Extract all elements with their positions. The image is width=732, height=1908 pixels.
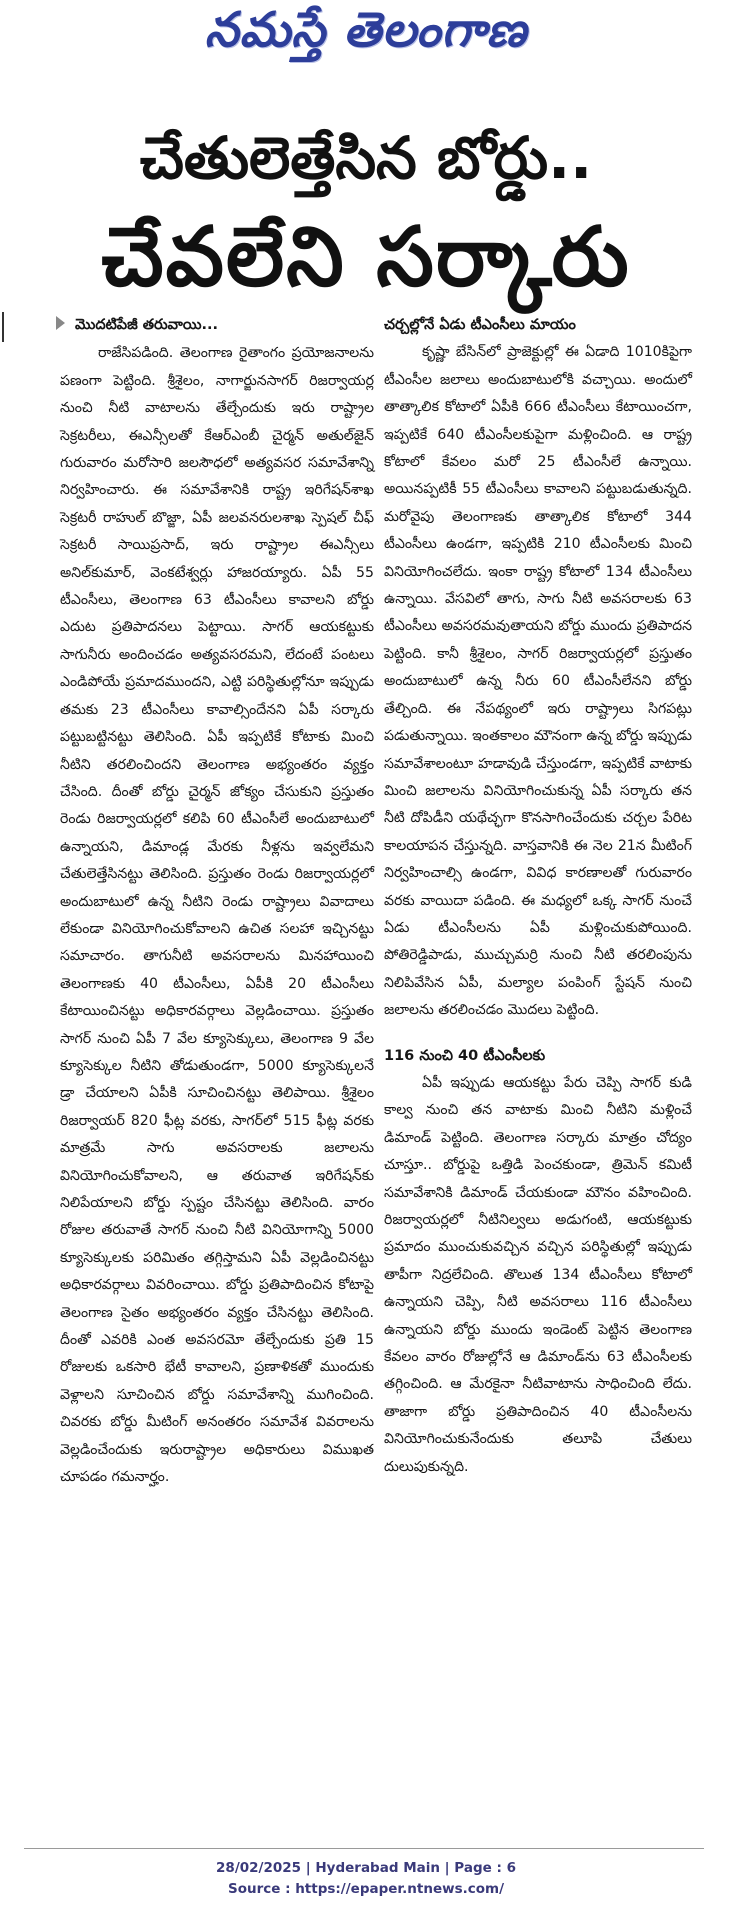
- arrow-right-icon: [56, 316, 65, 330]
- article-body-left: రాజేసిపడింది. తెలంగాణ రైతాంగం ప్రయోజనాలను పణంగా పెట్టింది. శ్రీశైలం, నాగార్జునసాగర్ రిజర్వాయర్ల నుంచి నీటి వాటాలను తేల్చేందుకు ఇరు రాష్ట్రాల సెక్రటరీలు, ఈఎన్సీలతో కేఆర్ఎంబీ చైర్మన్ అతుల్‌జైన్ గురువారం మరోసారి జలసౌధలో అత్యవసర సమావేశాన్ని నిర్వహించారు. ఈ సమావేశానికి రాష్ట్ర ఇరిగేషన్‌శాఖ సెక్రటరీ రాహుల్ బొజ్జా, ఏపీ జలవనరులశాఖ స్పెషల్ చీఫ్ సెక్రటరీ సాయిప్రసాద్, ఇరు రాష్ట్రాల ఈఎన్సీలు అనిల్‌కుమార్, వెంకటేశ్వర్లు హాజరయ్యారు. ఏపీ 55 టీఎంసీలు, తెలంగాణ 63 టీఎంసీలు కావాలని బోర్డు ఎదుట ప్రతిపాదనలు పెట్టాయి. సాగర్ ఆయకట్టుకు సాగునీరు అందించడం అత్యవసరమని, లేదంటే పంటలు ఎండిపోయే ప్రమాదముందని, ఎట్టి పరిస్థితుల్లోనూ ఇప్పుడు తమకు 23 టీఎంసీలు కావాల్సిందేనని ఏపీ సర్కారు పట్టుబట్టినట్టు తెలిసింది. ఏపీ ఇప్పటికే కోటాకు మించి నీటిని తరలించిందని తెలంగాణ అభ్యంతరం వ్యక్తం చేసింది. దీంతో బోర్డు చైర్మన్ జోక్యం చేసుకుని ప్రస్తుతం రెండు రిజర్వాయర్లలో కలిపి 60 టీఎంసీలే అందుబాటులో ఉన్నాయని, డిమాండ్ల మేరకు నీళ్లను ఇవ్వలేమని చేతులెత్తేసినట్టు తెలిసింది. ప్రస్తుతం రెండు రిజర్వాయర్లలో అందుబాటులో ఉన్న నీటిని రెండు రాష్ట్రాలు వివాదాలు లేకుండా వినియోగించుకోవాలని ఉచిత సలహా ఇచ్చినట్టు సమాచారం. తాగునీటి అవసరాలను మినహాయించి తెలంగాణకు 40 టీఎంసీలు, ఏపీకి 20 టీఎంసీలు కేటాయించినట్టు అధికారవర్గాలు వెల్లడించాయి. ప్రస్తుతం సాగర్ నుంచి ఏపీ 7 వేల క్యూసెక్కులు, తెలంగాణ 9 వేల క్యూసెక్కుల నీటిని తోడుతుండగా, 5000 క్యూసెక్కులనే డ్రా చేయాలని ఏపీకి సూచించినట్టు తెలిపాయి. శ్రీశైలం రిజర్వాయర్ 820 ఫీట్ల వరకు, సాగర్‌లో 515 ఫీట్ల వరకు మాత్రమే సాగు అవసరాలకు జలాలను వినియోగించుకోవాలని, ఆ తరువాత ఇరిగేషన్‌కు నిలిపేయాలని బోర్డు స్పష్టం చేసినట్టు తెలిసింది. వారం రోజుల తరువాతే సాగర్ నుంచి నీటి వినియోగాన్ని 5000 క్యూసెక్కులకు పరిమితం తగ్గిస్తామని ఏపీ వెల్లడించినట్టు అధికారవర్గాలు వివరించాయి. బోర్డు ప్రతిపాదించిన కోటాపై తెలంగాణ సైతం అభ్యంతరం వ్యక్తం చేసినట్టు తెలిసింది. దీంతో ఎవరికి ఎంత అవసరమో తేల్చేందుకు ప్రతి 15 రోజులకు ఒకసారి భేటీ కావాలని, ప్రణాళికతో ముందుకు వెళ్లాలని సూచించిన బోర్డు సమావేశాన్ని ముగించింది. చివరకు బోర్డు మీటింగ్ అనంతరం సమావేశ వివరాలను వెల్లడించేందుకు ఇరురాష్ట్రాల అధికారులు విముఖత చూపడం గమనార్హం.: [60, 345, 374, 1486]
- headline-line-2: చేవలేని సర్కారు: [101, 210, 631, 305]
- footer-divider: [24, 1848, 704, 1849]
- footer-source: Source : https://epaper.ntnews.com/: [227, 1881, 505, 1897]
- article-body-right-2: ఏపీ ఇప్పుడు ఆయకట్టు పేరు చెప్పి సాగర్ కుడి కాల్వ నుంచి తన వాటాకు మించి నీటిని మళ్లించే డిమాండ్ పెట్టింది. తెలంగాణ సర్కారు మాత్రం చోద్యం చూస్తూ.. బోర్డుపై ఒత్తిడి పెంచకుండా, త్రిమెన్ కమిటీ సమావేశానికి డిమాండ్ చేయకుండా మౌనం వహించింది. రిజర్వాయర్లలో నీటినిల్వలు అడుగంటి, ఆయకట్టుకు ప్రమాదం ముంచుకువచ్చిన వచ్చిన పరిస్థితుల్లో ఇప్పుడు తాపీగా నిద్రలేచింది. తొలుత 134 టీఎంసీలు కోటాలో ఉన్నాయని చెప్పి, నీటి అవసరాలు 116 టీఎంసీలు ఉన్నాయని బోర్డు ముందు ఇండెంట్ పెట్టిన తెలంగాణ కేవలం వారం రోజుల్లోనే ఆ డిమాండ్‌ను 63 టీఎంసీలకు తగ్గించింది. ఆ మేరకైనా నీటివాటాను సాధించింది లేదు. తాజాగా బోర్డు ప్రతిపాదించిన 40 టీఎంసీలను వినియోగించుకునేందుకు తలూపి చేతులు దులుపుకున్నది.: [384, 1074, 692, 1475]
- kicker-text: మొదటిపేజీ తరువాయి...: [75, 317, 219, 333]
- subheading-seven-tmc: చర్చల్లోనే ఏడు టీఎంసీలు మాయం: [384, 317, 576, 333]
- subheading-116-to-40: 116 నుంచి 40 టీఎంసీలకు: [384, 1047, 546, 1064]
- masthead-title: నమస్తే తెలంగాణ: [204, 2, 528, 58]
- adjacent-column-edge: [2, 312, 4, 342]
- continuation-kicker: [60, 312, 374, 339]
- newspaper-masthead: [0, 4, 732, 68]
- article-right-column: [384, 312, 692, 1481]
- article-body-right-1: కృష్ణా బేసిన్‌లో ప్రాజెక్టుల్లో ఈ ఏడాది 1010కిపైగా టీఎంసీల జలాలు అందుబాటులోకి వచ్చాయి. అందులో తాత్కాలిక కోటాలో ఏపీకి 666 టీఎంసీలు కేటాయించగా, ఇప్పటికే 640 టీఎంసీలకుపైగా మళ్లించింది. ఆ రాష్ట్ర కోటాలో కేవలం మరో 25 టీఎంసీలే ఉన్నాయి. అయినప్పటికీ 55 టీఎంసీలు కావాలని పట్టుబడుతున్నది. మరోవైపు తెలంగాణకు తాత్కాలిక కోటాలో 344 టీఎంసీలు ఉండగా, ఇప్పటికి 210 టీఎంసీలకు మించి వినియోగించలేదు. ఇంకా రాష్ట్ర కోటాలో 134 టీఎంసీలు ఉన్నాయి. వేసవిలో తాగు, సాగు నీటి అవసరాలకు 63 టీఎంసీలు అవసరమవుతాయని బోర్డు ముందు ప్రతిపాదన పెట్టింది. కానీ శ్రీశైలం, సాగర్ రిజర్వాయర్లలో ప్రస్తుతం అందుబాటులో ఉన్న నీరు 60 టీఎంసీలేనని బోర్డు తేల్చింది. ఈ నేపథ్యంలో ఇరు రాష్ట్రాలు సిగపట్లు పడుతున్నాయి. ఇంతకాలం మౌనంగా ఉన్న బోర్డు ఇప్పుడు సమావేశాలంటూ హడావుడి చేస్తుండగా, ఇప్పటికే వాటాకు మించి జలాలను వినియోగించుకున్న ఏపీ సర్కారు తన నీటి దోపిడీని యథేచ్ఛగా కొనసాగించేందుకు చర్చల పేరిట కాలయాపన చేస్తున్నది. వాస్తవానికి ఈ నెల 21న మీటింగ్ నిర్వహించాల్సి ఉండగా, వివిధ కారణాలతో గురువారం వరకు వాయిదా పడింది. ఈ మధ్యలో ఒక్క సాగర్ నుంచే ఏడు టీఎంసీలను ఏపీ మళ్లించుకుపోయింది. పోతిరెడ్డిపాడు, ముచ్చుమర్రి నుంచి నీటి తరలింపును నిలిపివేసిన ఏపీ, మల్యాల పంపింగ్ స్టేషన్ నుంచి జలాలను తరలించడం మొదలు పెట్టింది.: [384, 344, 692, 1019]
- article-left-column: [60, 312, 374, 1491]
- headline-line-1: చేతులెత్తేసిన బోర్డు..: [139, 124, 593, 192]
- footer-date-edition: 28/02/2025 | Hyderabad Main | Page : 6: [216, 1860, 516, 1876]
